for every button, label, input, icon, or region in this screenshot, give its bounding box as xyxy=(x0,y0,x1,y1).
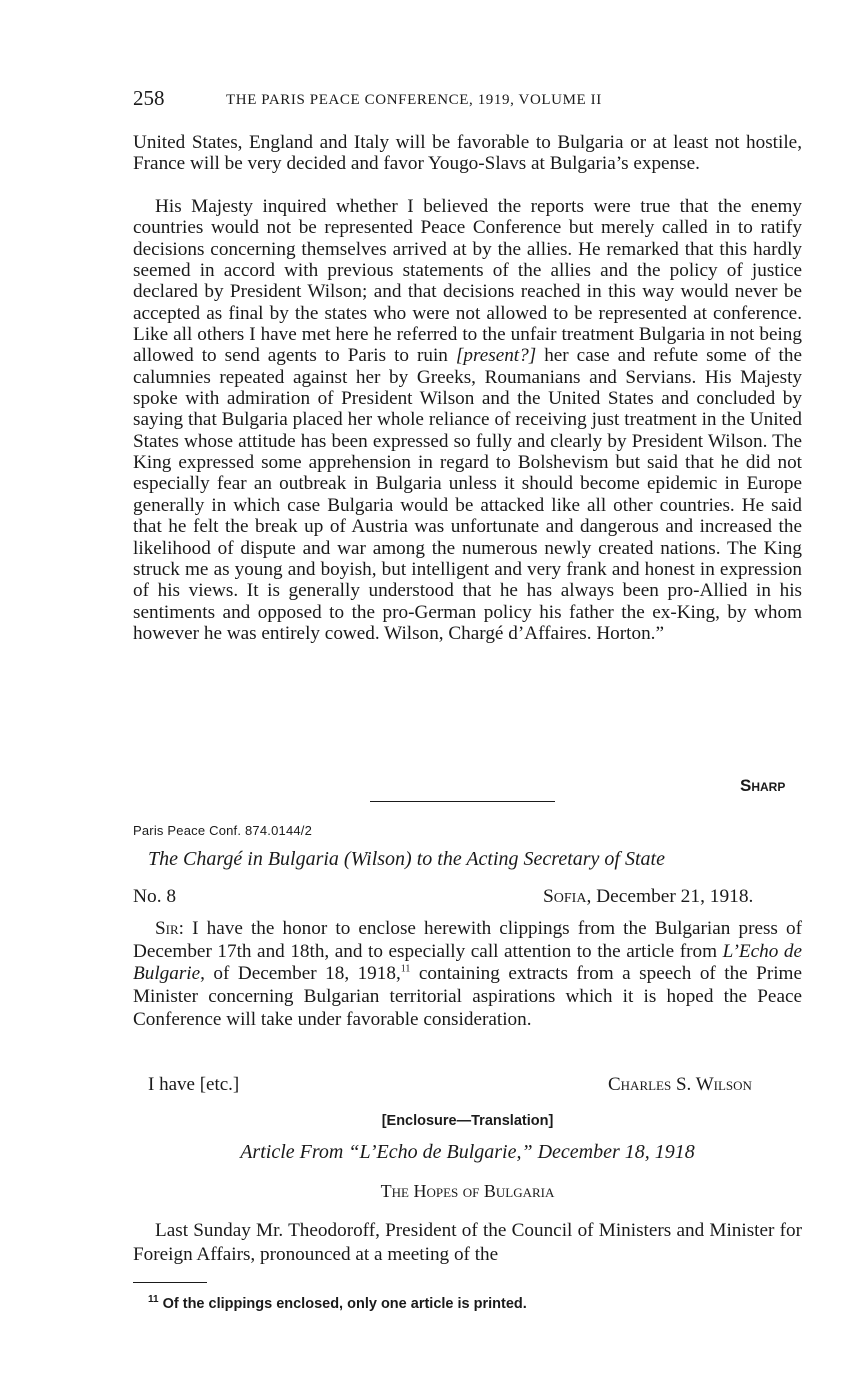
letter-text: : I have the honor to enclose herewith clippings from the Bulgarian press of December 17th and 18th, and to especially call attention to the article from xyxy=(133,918,802,962)
footnote-reference: 11 xyxy=(400,964,411,976)
paragraph-text: her case and refute some of the calumnies repeated against her by Greeks, Roumanians and Servians. His Majesty spoke with admiration of President Wilson and the United States and concluded by saying that Bulgaria placed her whole reliance of receiving just treatment in the United States whose attitude has been expressed so fully and clearly by President Wilson. The King expressed some apprehension in regard to Bolshevism but said that he did not especially fear an outbreak in Bulgaria unless it should become epidemic in Europe generally in which case Bulgaria would be attacked like all other countries. He said that he felt the break up of Austria was unfortunate and dangerous and increased the likelihood of dispute and war among the numerous newly created nations. The King struck me as young and boyish, but intelligent and very frank and honest in expression of his views. It is generally understood that he has always been pro-Allied in his sentiments and opposed to the pro-German policy his father the ex-King, by whom however he was entirely cowed. Wilson, Chargé d’Affaires. Horton.” xyxy=(133,345,802,644)
closing: I have [etc.] xyxy=(148,1074,240,1095)
paragraph-text: His Majesty inquired whether I believed the reports were true that the enemy countries would not be represented Peace Conference but merely called in to ratify decisions concerning themselves arrived at by the allies. He remarked that this hardly seemed in accord with previous statements of the allies and the policy of justice declared by President Wilson; and that decisions reached in this way would never be accepted as final by the states who were not allowed to be represented at conference. Like all others I have met here he referred to the unfair treatment Bulgaria in not being allowed to send agents to Paris to ruin xyxy=(133,196,802,367)
signature-sharp: Sharp xyxy=(740,776,786,795)
letter-text: containing extracts from a speech of the Prime Minister concerning Bulgarian territorial aspirations which it is hoped the Peace Conference will take under favorable consideration. xyxy=(133,963,802,1030)
article-text: Last Sunday Mr. Theodoroff, President of the Council of Ministers and Minister for Foreign Affairs, pronounced at a meeting of the xyxy=(133,1220,802,1265)
article-heading: The Hopes of Bulgaria xyxy=(380,1181,555,1201)
page-header xyxy=(133,86,753,116)
footnote-rule xyxy=(133,1282,207,1283)
signature-wilson: Charles S. Wilson xyxy=(608,1074,752,1095)
paragraph-king-report xyxy=(133,196,802,644)
dateline-date: December 21, 1918. xyxy=(591,886,754,907)
document-dateline xyxy=(543,886,753,908)
dateline-place: Sofia, xyxy=(543,886,592,907)
newspaper-name: L’Echo de Bulgarie xyxy=(133,940,803,985)
footnote xyxy=(148,1296,527,1312)
footnote-mark: 11 xyxy=(148,1294,159,1306)
letter-text: , of December 18, 1918, xyxy=(200,963,401,985)
running-head: THE PARIS PEACE CONFERENCE, 1919, VOLUME II xyxy=(226,92,602,108)
salutation: Sir xyxy=(155,918,179,939)
enclosure-label: [Enclosure—Translation] xyxy=(381,1113,554,1129)
footnote-text: Of the clippings enclosed, only one article is printed. xyxy=(158,1296,527,1312)
document-number: No. 8 xyxy=(133,886,177,907)
file-reference: Paris Peace Conf. 874.0144/2 xyxy=(133,823,313,838)
letter-body xyxy=(133,918,802,1032)
section-divider xyxy=(370,801,555,802)
article-title: Article From “L’Echo de Bulgarie,” December 18, 1918 xyxy=(240,1141,695,1163)
editorial-insertion: [present?] xyxy=(455,345,537,367)
page-number: 258 xyxy=(133,86,165,110)
document-title: The Chargé in Bulgaria (Wilson) to the Acting Secretary of State xyxy=(148,848,665,870)
paragraph-continuation: United States, England and Italy will be favorable to Bulgaria or at least not hostile, France will be very decided and favor Yougo-Slavs at Bulgaria’s expense. xyxy=(133,132,802,175)
